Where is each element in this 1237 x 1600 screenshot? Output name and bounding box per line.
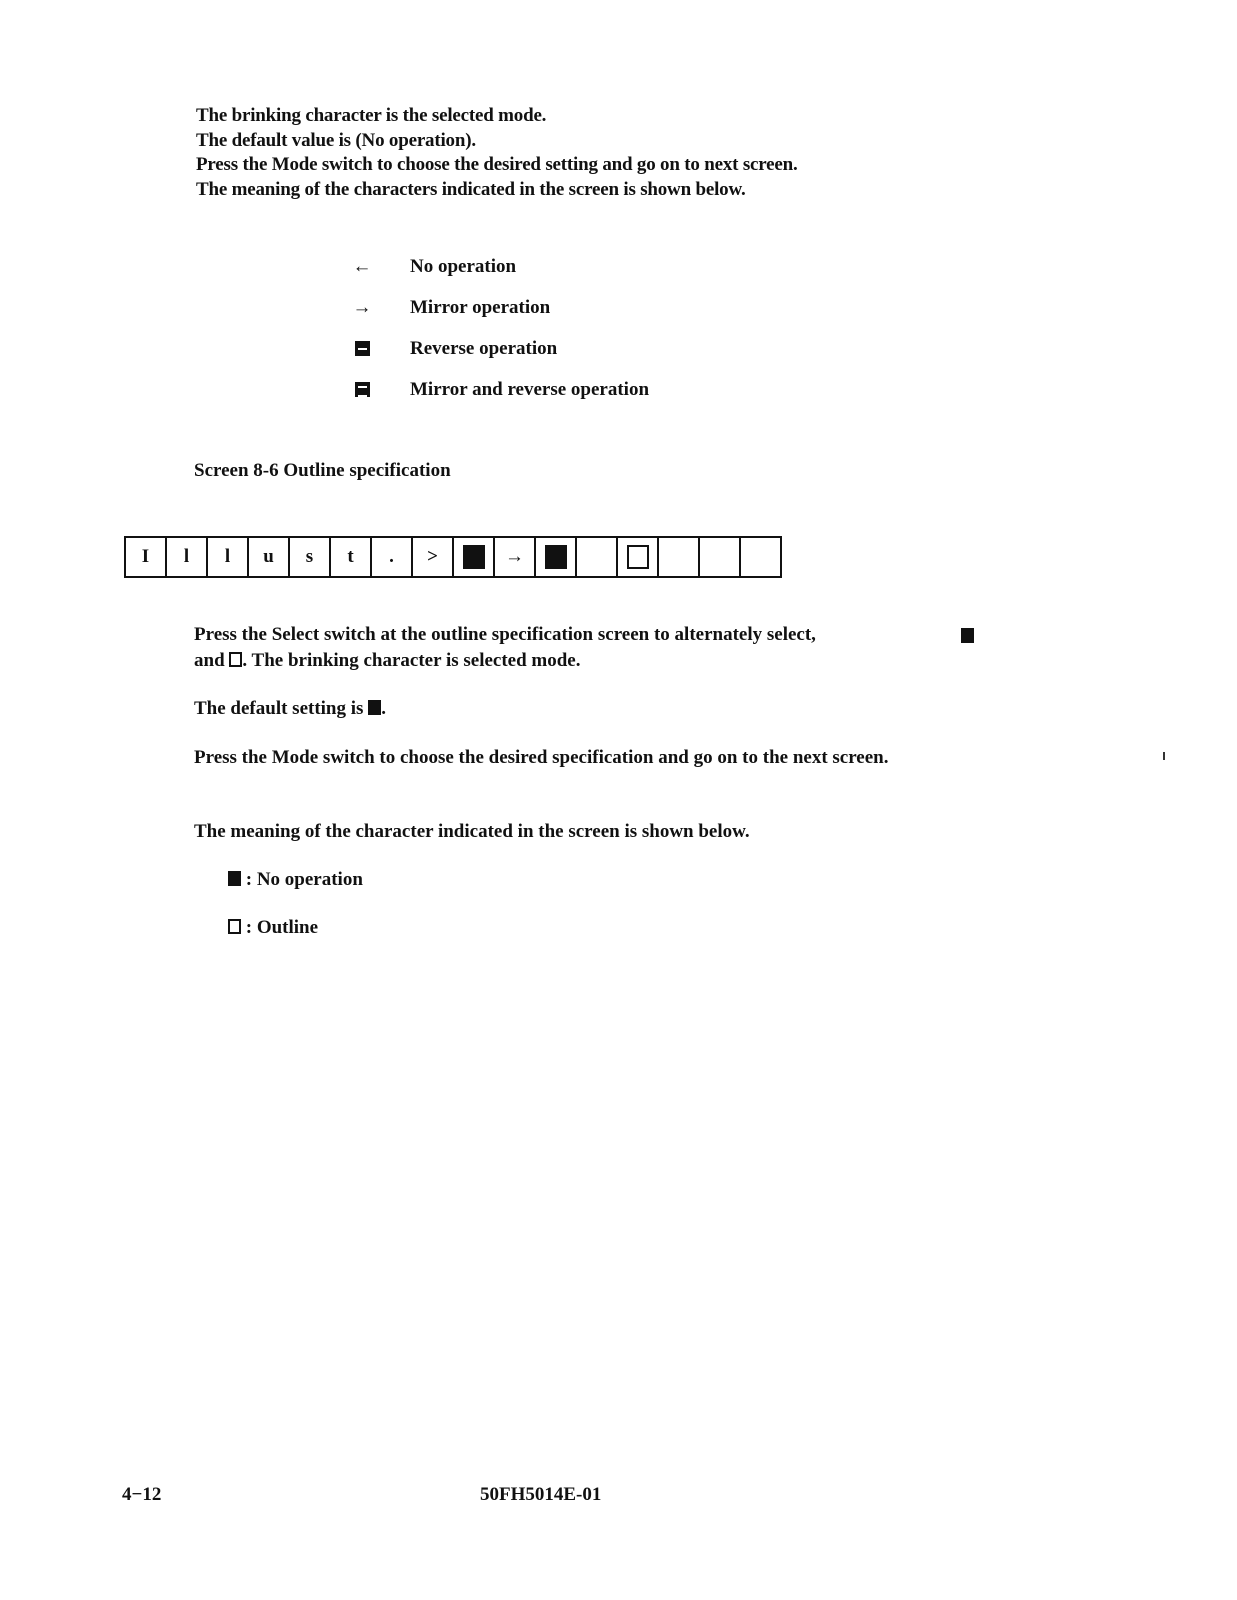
lcd-cell: > <box>413 538 454 576</box>
intro-line: The default value is (No operation). <box>196 129 476 151</box>
right-arrow-icon: → <box>352 297 372 318</box>
filled-square-icon <box>368 700 381 715</box>
outline-square-icon <box>228 919 241 934</box>
lcd-cell: . <box>372 538 413 576</box>
filled-block-icon <box>545 545 567 569</box>
intro-line: The meaning of the characters indicated in the screen is shown below. <box>196 178 746 200</box>
left-arrow-icon: ← <box>352 256 372 277</box>
legend-label: Mirror operation <box>410 297 551 318</box>
intro-line: Press the Mode switch to choose the desired setting and go on to next screen. <box>196 154 798 175</box>
lcd-cell: l <box>208 538 249 576</box>
outline-square-icon <box>229 652 242 667</box>
lcd-cell <box>741 538 782 576</box>
lcd-cell: I <box>126 538 167 576</box>
document-id: 50FH5014E-01 <box>480 1484 602 1505</box>
mode-instructions: Press the Mode switch to choose the desired specification and go on to the next screen. <box>194 747 889 768</box>
outline-block-icon <box>627 545 649 569</box>
lcd-cell <box>618 538 659 576</box>
scan-mark <box>1163 752 1165 760</box>
lcd-cell: l <box>167 538 208 576</box>
lcd-display <box>124 536 782 578</box>
intro-line: The brinking character is the selected mode. <box>196 105 547 126</box>
intro-text <box>196 104 798 202</box>
para-text: The default setting is <box>194 698 364 719</box>
page-number: 4−12 <box>122 1484 162 1505</box>
outline-legend-no-operation <box>228 869 363 891</box>
filled-block-icon <box>463 545 485 569</box>
mirror-reverse-icon <box>355 382 370 397</box>
default-setting <box>194 696 974 722</box>
legend-label: Reverse operation <box>410 338 558 359</box>
para-text: Press the Select switch at the outline specification screen to alternately select, <box>194 624 816 645</box>
lcd-cell <box>577 538 618 576</box>
lcd-cell <box>454 538 495 576</box>
legend-label: : Outline <box>245 917 319 938</box>
meaning-intro: The meaning of the character indicated in the screen is shown below. <box>194 821 750 842</box>
select-instructions <box>194 622 974 674</box>
filled-square-icon <box>961 628 974 643</box>
lcd-cell: t <box>331 538 372 576</box>
legend-label: : No operation <box>245 869 363 890</box>
para-text: . <box>381 698 386 719</box>
lcd-cell: u <box>249 538 290 576</box>
para-text: and <box>194 650 225 671</box>
legend-label: Mirror and reverse operation <box>410 379 650 400</box>
screen-caption: Screen 8-6 Outline specification <box>194 460 451 481</box>
lcd-cell: → <box>495 538 536 576</box>
filled-square-icon <box>228 871 241 886</box>
outline-legend-outline <box>228 917 318 939</box>
lcd-cell <box>700 538 741 576</box>
lcd-cell <box>536 538 577 576</box>
para-text: . The brinking character is selected mode. <box>242 650 581 671</box>
reverse-icon <box>355 341 370 356</box>
lcd-cell: s <box>290 538 331 576</box>
legend-label: No operation <box>410 256 517 277</box>
lcd-cell <box>659 538 700 576</box>
